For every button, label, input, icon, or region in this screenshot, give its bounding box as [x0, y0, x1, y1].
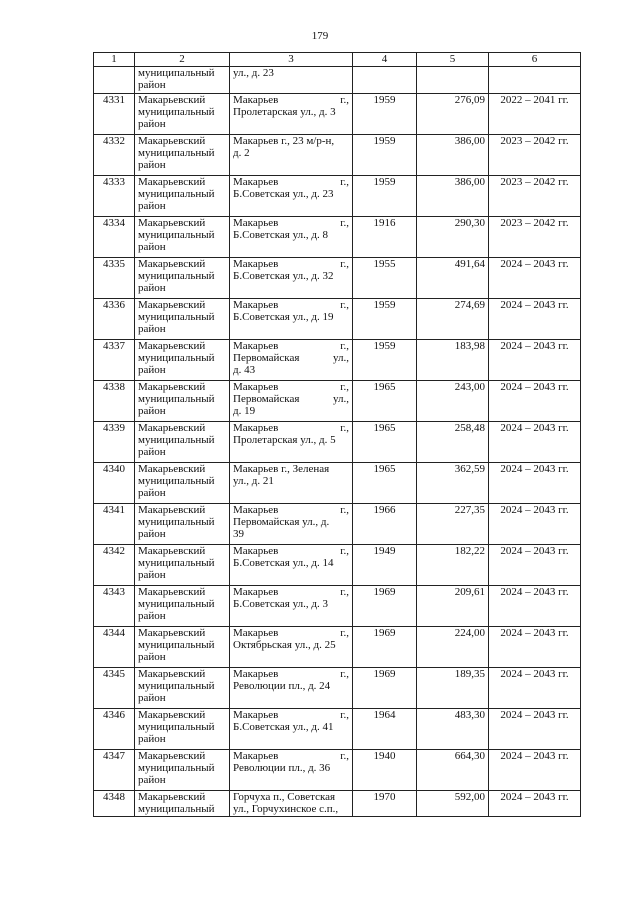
cell-year: 1966 [353, 504, 417, 545]
cell-area: 182,22 [417, 545, 489, 586]
cell-period: 2024 – 2043 гг. [489, 545, 581, 586]
cell-address [230, 258, 353, 299]
header-row [94, 53, 581, 67]
cell-district [135, 586, 230, 627]
district-line: Макарьевский [138, 586, 206, 598]
address-line [233, 586, 349, 598]
table-row [94, 750, 581, 791]
address-fragment: Первомайская [233, 393, 300, 405]
address-line: Б.Советская ул., д. 19 [233, 311, 334, 323]
address-fragment: Макарьев [233, 422, 279, 434]
cell-area: 386,00 [417, 176, 489, 217]
address-fragment: Макарьев [233, 668, 279, 680]
cell-num: 4338 [94, 381, 135, 422]
address-line: Пролетарская ул., д. 5 [233, 434, 336, 446]
cell-year: 1965 [353, 422, 417, 463]
cell-period: 2024 – 2043 гг. [489, 381, 581, 422]
address-fragment: г., [340, 545, 349, 557]
cell-year: 1965 [353, 381, 417, 422]
housing-registry-table [93, 52, 581, 817]
district-line: район [138, 159, 166, 171]
table-row [94, 340, 581, 381]
address-fragment: г., [340, 381, 349, 393]
address-fragment: Макарьев [233, 176, 279, 188]
cell-area [417, 67, 489, 94]
address-fragment: г., [340, 176, 349, 188]
cell-year: 1959 [353, 135, 417, 176]
district-line: район [138, 651, 166, 663]
cell-district [135, 422, 230, 463]
table-row [94, 299, 581, 340]
cell-address [230, 67, 353, 94]
cell-year: 1969 [353, 586, 417, 627]
district-line: Макарьевский [138, 668, 206, 680]
address-line: д. 43 [233, 364, 256, 376]
cell-year: 1969 [353, 627, 417, 668]
district-line: Макарьевский [138, 709, 206, 721]
district-line: муниципальный [138, 434, 215, 446]
cell-num: 4335 [94, 258, 135, 299]
cell-address [230, 422, 353, 463]
district-line: район [138, 282, 166, 294]
cell-address [230, 217, 353, 258]
address-line: Горчуха п., Советская [233, 791, 336, 803]
header-col-1: 1 [94, 53, 135, 67]
cell-year: 1959 [353, 299, 417, 340]
district-line: муниципальный [138, 516, 215, 528]
cell-num: 4341 [94, 504, 135, 545]
cell-address [230, 299, 353, 340]
address-fragment: г., [340, 627, 349, 639]
district-line: Макарьевский [138, 135, 206, 147]
cell-period [489, 67, 581, 94]
cell-address [230, 340, 353, 381]
address-fragment: г., [340, 217, 349, 229]
cell-period: 2024 – 2043 гг. [489, 504, 581, 545]
address-line [233, 545, 349, 557]
district-line: Макарьевский [138, 258, 206, 270]
address-fragment: ул., [332, 352, 349, 364]
address-line [233, 299, 349, 311]
address-line [233, 94, 349, 106]
cell-district [135, 176, 230, 217]
district-line: муниципальный [138, 229, 215, 241]
address-fragment: ул., [332, 393, 349, 405]
address-fragment: г., [340, 258, 349, 270]
district-line: Макарьевский [138, 750, 206, 762]
address-fragment: Макарьев [233, 586, 279, 598]
continuation-row [94, 67, 581, 94]
cell-district [135, 135, 230, 176]
table-row [94, 258, 581, 299]
district-line: район [138, 774, 166, 786]
cell-year [353, 67, 417, 94]
district-line: район [138, 733, 166, 745]
header-col-3: 3 [230, 53, 353, 67]
cell-area: 243,00 [417, 381, 489, 422]
district-line: муниципальный [138, 598, 215, 610]
cell-year: 1959 [353, 94, 417, 135]
cell-address [230, 627, 353, 668]
district-line: район [138, 405, 166, 417]
district-line: муниципальный [138, 557, 215, 569]
cell-area: 258,48 [417, 422, 489, 463]
cell-district [135, 67, 230, 94]
table-row [94, 422, 581, 463]
district-line: Макарьевский [138, 791, 206, 803]
address-line [233, 217, 349, 229]
district-line: район [138, 610, 166, 622]
cell-num: 4346 [94, 709, 135, 750]
cell-district [135, 94, 230, 135]
cell-district [135, 217, 230, 258]
cell-address [230, 135, 353, 176]
cell-district [135, 463, 230, 504]
cell-address [230, 176, 353, 217]
district-line: Макарьевский [138, 176, 206, 188]
cell-area: 183,98 [417, 340, 489, 381]
cell-area: 276,09 [417, 94, 489, 135]
address-fragment: Макарьев [233, 381, 279, 393]
cell-district [135, 381, 230, 422]
cell-area: 227,35 [417, 504, 489, 545]
cell-address [230, 668, 353, 709]
cell-year: 1955 [353, 258, 417, 299]
cell-period: 2023 – 2042 гг. [489, 176, 581, 217]
district-line: Макарьевский [138, 545, 206, 557]
district-line: Макарьевский [138, 463, 206, 475]
district-line: район [138, 241, 166, 253]
table-row [94, 504, 581, 545]
cell-district [135, 545, 230, 586]
cell-period: 2023 – 2042 гг. [489, 135, 581, 176]
cell-period: 2024 – 2043 гг. [489, 627, 581, 668]
cell-area: 274,69 [417, 299, 489, 340]
address-fragment: Макарьев [233, 340, 279, 352]
cell-period: 2024 – 2043 гг. [489, 586, 581, 627]
district-line: Макарьевский [138, 217, 206, 229]
cell-num: 4340 [94, 463, 135, 504]
district-line: район [138, 569, 166, 581]
district-line: район [138, 200, 166, 212]
address-fragment: г., [340, 668, 349, 680]
cell-area: 290,30 [417, 217, 489, 258]
cell-period: 2024 – 2043 гг. [489, 463, 581, 504]
address-fragment: Макарьев [233, 709, 279, 721]
address-line: Б.Советская ул., д. 3 [233, 598, 328, 610]
address-fragment: г., [340, 340, 349, 352]
cell-num: 4336 [94, 299, 135, 340]
cell-address [230, 94, 353, 135]
table-row [94, 709, 581, 750]
address-line: Революции пл., д. 24 [233, 680, 331, 692]
district-line: муниципальный [138, 639, 215, 651]
address-fragment: г., [340, 422, 349, 434]
address-line: 39 [233, 528, 244, 540]
cell-district [135, 709, 230, 750]
cell-period: 2022 – 2041 гг. [489, 94, 581, 135]
district-line: район [138, 118, 166, 130]
cell-period: 2024 – 2043 гг. [489, 258, 581, 299]
address-fragment: Макарьев [233, 258, 279, 270]
cell-year: 1964 [353, 709, 417, 750]
cell-address [230, 463, 353, 504]
cell-year: 1916 [353, 217, 417, 258]
cell-address [230, 586, 353, 627]
address-line: д. 2 [233, 147, 250, 159]
address-line: ул., д. 23 [233, 67, 274, 79]
district-line: район [138, 528, 166, 540]
address-line: Б.Советская ул., д. 32 [233, 270, 334, 282]
district-line: муниципальный [138, 721, 215, 733]
district-line: муниципальный [138, 270, 215, 282]
cell-period: 2024 – 2043 гг. [489, 299, 581, 340]
address-line [233, 340, 349, 352]
district-line: район [138, 364, 166, 376]
address-line: Октябрьская ул., д. 25 [233, 639, 336, 651]
district-line: муниципальный [138, 188, 215, 200]
table-row [94, 463, 581, 504]
table-row [94, 381, 581, 422]
table-row [94, 668, 581, 709]
address-fragment: Макарьев [233, 299, 279, 311]
district-line: муниципальный [138, 762, 215, 774]
address-fragment: г., [340, 299, 349, 311]
address-line: Первомайская ул., д. [233, 516, 330, 528]
cell-area: 592,00 [417, 791, 489, 817]
cell-address [230, 750, 353, 791]
address-line: ул., д. 21 [233, 475, 274, 487]
cell-district [135, 750, 230, 791]
cell-area: 189,35 [417, 668, 489, 709]
cell-num: 4337 [94, 340, 135, 381]
address-line: Б.Советская ул., д. 14 [233, 557, 334, 569]
address-line [233, 393, 349, 405]
cell-district [135, 340, 230, 381]
address-line: Б.Советская ул., д. 8 [233, 229, 328, 241]
address-line [233, 352, 349, 364]
cell-area: 224,00 [417, 627, 489, 668]
cell-num: 4343 [94, 586, 135, 627]
address-fragment: Макарьев [233, 94, 279, 106]
cell-year: 1949 [353, 545, 417, 586]
address-fragment: г., [340, 586, 349, 598]
address-line [233, 381, 349, 393]
cell-num: 4342 [94, 545, 135, 586]
table-row [94, 791, 581, 817]
address-line: Б.Советская ул., д. 23 [233, 188, 334, 200]
district-line: муниципальный [138, 106, 215, 118]
district-line: муниципальный [138, 680, 215, 692]
address-fragment: г., [340, 504, 349, 516]
table-row [94, 217, 581, 258]
district-line: муниципальный [138, 393, 215, 405]
address-line: Революции пл., д. 36 [233, 762, 331, 774]
header-col-2: 2 [135, 53, 230, 67]
district-line: район [138, 487, 166, 499]
address-fragment: Макарьев [233, 545, 279, 557]
cell-address [230, 709, 353, 750]
cell-year: 1969 [353, 668, 417, 709]
header-col-4: 4 [353, 53, 417, 67]
district-line: район [138, 446, 166, 458]
cell-num: 4339 [94, 422, 135, 463]
address-line [233, 750, 349, 762]
cell-district [135, 258, 230, 299]
cell-period: 2023 – 2042 гг. [489, 217, 581, 258]
address-line [233, 627, 349, 639]
cell-period: 2024 – 2043 гг. [489, 422, 581, 463]
cell-address [230, 504, 353, 545]
address-fragment: Макарьев [233, 627, 279, 639]
district-line: район [138, 692, 166, 704]
address-line: ул., Горчухинское с.п., [233, 803, 339, 815]
cell-year: 1970 [353, 791, 417, 817]
cell-year: 1959 [353, 340, 417, 381]
cell-num: 4344 [94, 627, 135, 668]
district-line: Макарьевский [138, 94, 206, 106]
address-line: Макарьев г., Зеленая [233, 463, 330, 475]
district-line: Макарьевский [138, 627, 206, 639]
table-row [94, 586, 581, 627]
address-fragment: Макарьев [233, 750, 279, 762]
cell-period: 2024 – 2043 гг. [489, 340, 581, 381]
cell-period: 2024 – 2043 гг. [489, 709, 581, 750]
cell-period: 2024 – 2043 гг. [489, 668, 581, 709]
address-line [233, 668, 349, 680]
cell-num: 4332 [94, 135, 135, 176]
table-row [94, 545, 581, 586]
cell-district [135, 504, 230, 545]
cell-num: 4345 [94, 668, 135, 709]
address-line: Макарьев г., 23 м/р-н, [233, 135, 335, 147]
district-line: муниципальный [138, 311, 215, 323]
table-body [94, 67, 581, 817]
cell-area: 386,00 [417, 135, 489, 176]
district-line: район [138, 323, 166, 335]
header-col-6: 6 [489, 53, 581, 67]
cell-year: 1965 [353, 463, 417, 504]
cell-area: 209,61 [417, 586, 489, 627]
address-fragment: Макарьев [233, 217, 279, 229]
district-line: Макарьевский [138, 504, 206, 516]
district-line: Макарьевский [138, 340, 206, 352]
cell-year: 1940 [353, 750, 417, 791]
cell-period: 2024 – 2043 гг. [489, 750, 581, 791]
cell-num: 4334 [94, 217, 135, 258]
cell-address [230, 545, 353, 586]
table-row [94, 94, 581, 135]
cell-num [94, 67, 135, 94]
page-number: 179 [311, 30, 329, 42]
table-row [94, 627, 581, 668]
district-line: Макарьевский [138, 299, 206, 311]
cell-year: 1959 [353, 176, 417, 217]
cell-area: 483,30 [417, 709, 489, 750]
address-line: д. 19 [233, 405, 256, 417]
cell-period: 2024 – 2043 гг. [489, 791, 581, 817]
address-line [233, 258, 349, 270]
district-line: муниципальный [138, 147, 215, 159]
cell-district [135, 791, 230, 817]
district-line: муниципальный [138, 67, 215, 79]
cell-num: 4333 [94, 176, 135, 217]
address-fragment: Первомайская [233, 352, 300, 364]
address-fragment: г., [340, 709, 349, 721]
district-line: муниципальный [138, 475, 215, 487]
district-line: Макарьевский [138, 381, 206, 393]
address-line [233, 709, 349, 721]
district-line: Макарьевский [138, 422, 206, 434]
cell-district [135, 668, 230, 709]
header-col-5: 5 [417, 53, 489, 67]
address-line: Б.Советская ул., д. 41 [233, 721, 334, 733]
cell-num: 4331 [94, 94, 135, 135]
district-line: муниципальный [138, 803, 215, 815]
address-fragment: Макарьев [233, 504, 279, 516]
cell-area: 491,64 [417, 258, 489, 299]
table-row [94, 135, 581, 176]
cell-area: 362,59 [417, 463, 489, 504]
cell-district [135, 299, 230, 340]
cell-area: 664,30 [417, 750, 489, 791]
address-fragment: г., [340, 94, 349, 106]
district-line: район [138, 79, 166, 91]
table-row [94, 176, 581, 217]
cell-district [135, 627, 230, 668]
address-fragment: г., [340, 750, 349, 762]
cell-address [230, 791, 353, 817]
address-line [233, 176, 349, 188]
address-line: Пролетарская ул., д. 3 [233, 106, 336, 118]
district-line: муниципальный [138, 352, 215, 364]
cell-num: 4348 [94, 791, 135, 817]
cell-address [230, 381, 353, 422]
cell-num: 4347 [94, 750, 135, 791]
address-line [233, 504, 349, 516]
address-line [233, 422, 349, 434]
